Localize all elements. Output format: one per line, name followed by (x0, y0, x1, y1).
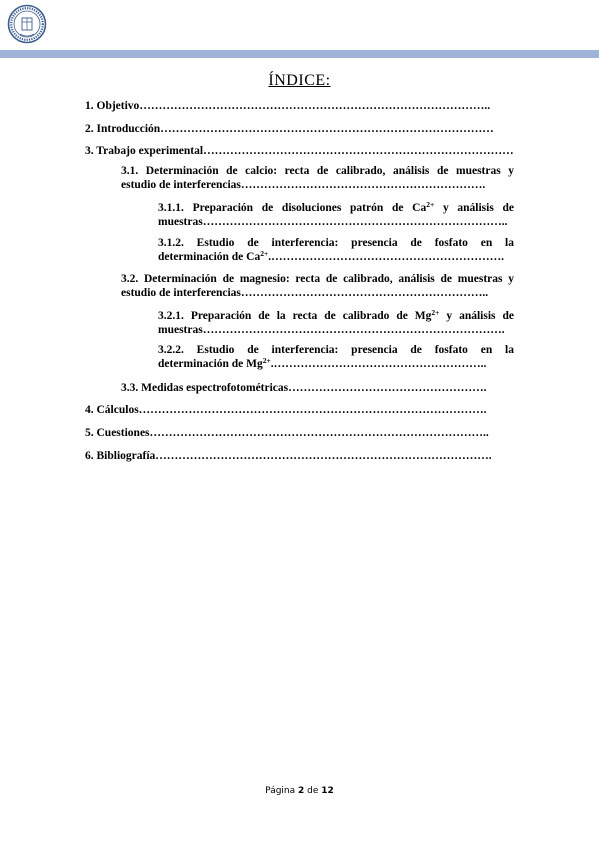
page-title: ÍNDICE: (268, 72, 331, 89)
toc-leader-dots: ……………………………………………. (288, 382, 487, 394)
toc-entry-line (158, 309, 514, 323)
toc-entry-label: 2. Introducción (85, 123, 161, 135)
toc-entry-cuestiones[interactable] (85, 426, 515, 440)
page-number-separator: de (307, 786, 319, 796)
superscript: 2+ (431, 309, 440, 317)
toc-leader-dots: …………………………………………………………………….. (202, 216, 508, 228)
toc-entry-line (158, 201, 514, 215)
toc-leader-dots: ……………………………………………………………………………….. (139, 100, 491, 112)
toc-leader-dots: ……………………………………………………….. (240, 287, 489, 299)
toc-entry-introduccion[interactable] (85, 122, 515, 136)
toc-entry-calculos[interactable] (85, 403, 515, 417)
toc-entry-text: . (268, 251, 272, 263)
toc-entry-objetivo[interactable] (85, 99, 515, 113)
toc-entry-text: 3.1.1. Preparación de disoluciones patrón de Ca (158, 202, 427, 214)
toc-leader-dots: ………………………………………………………. (240, 179, 486, 191)
toc-leader-dots: ……………………………………………………………………… (203, 145, 514, 157)
toc-entry-text: . (270, 358, 274, 370)
toc-leader-dots: ………………………………………………………………………………. (138, 404, 487, 416)
toc-entry-text: 3.2.1. Preparación de la recta de calibrado de Mg (158, 310, 432, 322)
page-footer (0, 786, 599, 796)
toc-entry-label: 6. Bibliografía (85, 450, 156, 462)
toc-entry-3-1-2[interactable] (158, 236, 514, 264)
toc-entry-line: 3.2. Determinación de magnesio: recta de calibrado, análisis de muestras y (121, 273, 514, 285)
superscript: 2+ (262, 357, 271, 365)
toc-entry-label: 5. Cuestiones (85, 427, 150, 439)
toc-entry-3-1[interactable] (121, 164, 514, 192)
toc-entry-line: estudio de interferencias (121, 179, 241, 191)
toc-leader-dots: …………………………………………………………………………… (160, 123, 494, 135)
university-seal-icon (7, 4, 47, 44)
toc-leader-dots: ……………………………………………….. (273, 358, 487, 370)
toc-leader-dots: …………………………………………………………………………….. (149, 427, 489, 439)
toc-entry-trabajo-experimental[interactable] (85, 144, 515, 158)
toc-entry-line (158, 357, 514, 371)
toc-entry-3-1-1[interactable] (158, 201, 514, 229)
toc-leader-dots: ……………………………………………………………………………. (155, 450, 492, 462)
toc-entry-text: y análisis de (434, 202, 514, 214)
toc-entry-line: 3.1. Determinación de calcio: recta de calibrado, análisis de muestras y (121, 165, 514, 177)
superscript: 2+ (426, 201, 435, 209)
toc-entry-label: 1. Objetivo (85, 100, 140, 112)
page-number-total: 12 (321, 786, 334, 796)
toc-entry-bibliografia[interactable] (85, 449, 515, 463)
toc-leader-dots: ……………………………………………………. (271, 251, 504, 263)
toc-entry-line: muestras (158, 324, 203, 336)
header-band (0, 50, 599, 58)
superscript: 2+ (260, 250, 269, 258)
toc-entry-text: y análisis de (439, 310, 514, 322)
toc-entry-3-2-1[interactable] (158, 309, 514, 337)
toc-entry-3-3[interactable] (121, 381, 514, 395)
toc-entry-3-2-2[interactable] (158, 343, 514, 371)
toc-entry-label: 4. Cálculos (85, 404, 139, 416)
toc-entry-text: determinación de Ca (158, 251, 261, 263)
page-number-current: 2 (298, 786, 305, 796)
toc-entry-label: 3. Trabajo experimental (85, 145, 204, 157)
toc-entry-line: estudio de interferencias (121, 287, 241, 299)
toc-entry-line: 3.2.2. Estudio de interferencia: presencia de fosfato en la (158, 344, 514, 356)
toc-entry-line: 3.1.2. Estudio de interferencia: presencia de fosfato en la (158, 237, 514, 249)
page-number-prefix: Página (265, 786, 296, 796)
toc-entry-3-2[interactable] (121, 272, 514, 300)
toc-entry-line: muestras (158, 216, 203, 228)
toc-leader-dots: ……………………………………………………………………. (202, 324, 505, 336)
toc-entry-text: determinación de Mg (158, 358, 263, 370)
toc-entry-label: 3.3. Medidas espectrofotométricas (121, 382, 289, 394)
toc-entry-line (158, 250, 514, 264)
